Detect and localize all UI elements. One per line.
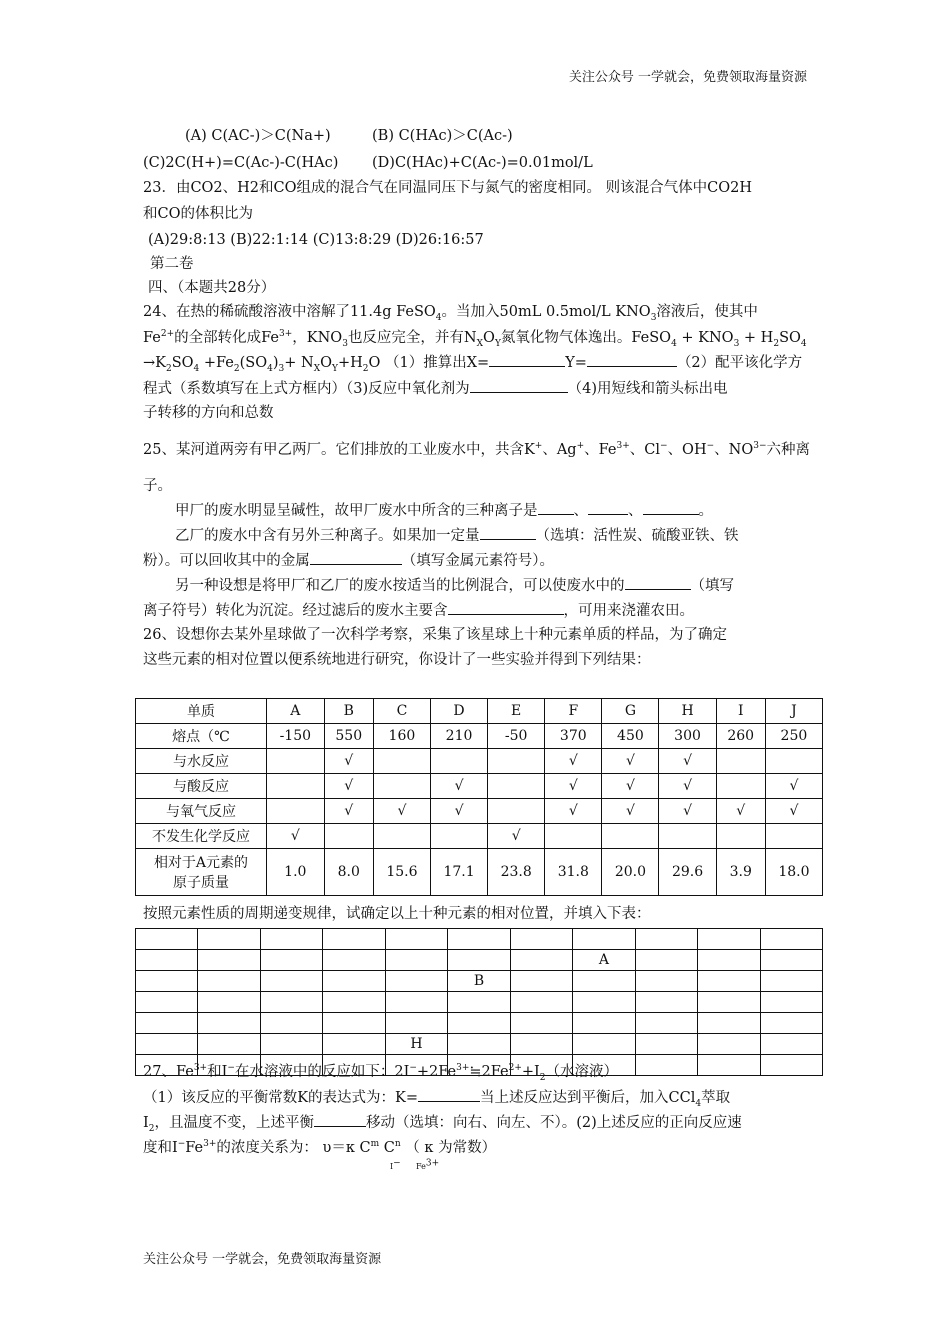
- answer-blank-ion1[interactable]: [538, 500, 574, 515]
- table1-row-no-reaction: 不发生化学反应 √ √: [136, 824, 823, 849]
- q23-line2: 和CO的体积比为: [143, 206, 253, 222]
- table1-row-atomic-mass: 相对于A元素的 原子质量 1.0 8.0 15.6 17.1 23.8 31.8 20.0 29.6 3.9 18.0: [136, 849, 823, 896]
- q22-option-b: (B) C(HAc)＞C(Ac-): [372, 128, 513, 144]
- table2-cell[interactable]: [323, 971, 385, 992]
- table2-cell[interactable]: [198, 950, 260, 971]
- q25-line7: 离子符号）转化为沉淀。经过滤后的废水主要含 ，可用来浇灌农田。: [143, 600, 694, 621]
- answer-blank-oxidant[interactable]: [470, 378, 568, 393]
- table2-cell[interactable]: [698, 1055, 760, 1076]
- table2-cell[interactable]: [198, 992, 260, 1013]
- table2-cell[interactable]: [198, 971, 260, 992]
- periodic-position-table: [135, 928, 823, 1076]
- table2-cell[interactable]: [510, 1013, 572, 1034]
- table2-cell[interactable]: [260, 992, 322, 1013]
- table2-cell[interactable]: [510, 992, 572, 1013]
- table2-cell[interactable]: [698, 971, 760, 992]
- rate-subscript-iron: $Fe^{3+}$: [416, 1158, 440, 1171]
- q25-line1: 25、某河道两旁有甲乙两厂。它们排放的工业废水中，共含K+、Ag+、$Fe^{3+}$、Cl−、OH−、$NO^{3-}$六种离: [143, 441, 811, 458]
- table2-cell[interactable]: [698, 950, 760, 971]
- table2-cell[interactable]: [510, 950, 572, 971]
- table2-cell[interactable]: [448, 1034, 511, 1055]
- table2-cell[interactable]: [385, 950, 448, 971]
- rate-subscript-iodide: I−: [390, 1158, 401, 1171]
- table2-cell[interactable]: [573, 971, 636, 992]
- table2-cell[interactable]: [760, 1013, 822, 1034]
- table2-cell[interactable]: [323, 950, 385, 971]
- q25-line6: 另一种设想是将甲厂和乙厂的废水按适当的比例混合，可以使废水中的 （填写: [175, 575, 734, 596]
- answer-blank-y[interactable]: [587, 352, 677, 367]
- answer-blank-metal[interactable]: [310, 550, 402, 565]
- answer-blank-ion2[interactable]: [588, 500, 628, 515]
- table2-cell[interactable]: [448, 950, 511, 971]
- table2-cell[interactable]: [635, 929, 697, 950]
- table2-cell[interactable]: B: [448, 971, 511, 992]
- table1-row-water: 与水反应 √ √ √ √: [136, 749, 823, 774]
- table2-cell[interactable]: [698, 992, 760, 1013]
- table2-cell[interactable]: [323, 929, 385, 950]
- table2-cell[interactable]: [136, 971, 198, 992]
- table2-cell[interactable]: [448, 929, 511, 950]
- q25-line2: 子。: [143, 478, 172, 494]
- table2-cell[interactable]: [260, 929, 322, 950]
- table2-cell[interactable]: [198, 929, 260, 950]
- table2-cell[interactable]: [573, 1034, 636, 1055]
- table2-cell[interactable]: [760, 971, 822, 992]
- table2-cell[interactable]: [698, 929, 760, 950]
- table2-cell[interactable]: [198, 1034, 260, 1055]
- table1-row-oxygen: 与氧气反应 √ √ √ √ √ √ √ √: [136, 799, 823, 824]
- table2-row: [136, 971, 823, 992]
- table2-cell[interactable]: [510, 1034, 572, 1055]
- table2-cell[interactable]: [635, 992, 697, 1013]
- q26-line1: 26、设想你去某外星球做了一次科学考察，采集了该星球上十种元素单质的样品，为了确定: [143, 627, 727, 643]
- table2-cell[interactable]: [760, 950, 822, 971]
- table2-cell[interactable]: H: [385, 1034, 448, 1055]
- table2-cell[interactable]: [136, 950, 198, 971]
- page-footer: 关注公众号 一学就会，免费领取海量资源: [143, 1252, 382, 1267]
- q23-options: (A)29:8:13 (B)22:1:14 (C)13:8:29 (D)26:16:57: [148, 232, 484, 248]
- table1-row-melting-point: 熔点（℃ -150 550 160 210 -50 370 450 300 260 250: [136, 724, 823, 749]
- q25-line4: 乙厂的废水中含有另外三种离子。如果加一定量 （选填：活性炭、硫酸亚铁、铁: [175, 525, 739, 546]
- q25-line5: 粉）。可以回收其中的金属 （填写金属元素符号）。: [143, 550, 554, 571]
- table2-cell[interactable]: A: [573, 950, 636, 971]
- table2-cell[interactable]: [760, 1055, 822, 1076]
- q24-line3: $\to K_2SO_4 +Fe_2(SO_4)_3+ N_XO_Y+H_2O$ （1）推算出X= Y= （2）配平该化学方: [143, 352, 802, 373]
- table2-row: [136, 992, 823, 1013]
- page-header: 关注公众号 一学就会，免费领取海量资源: [568, 70, 807, 85]
- table2-cell[interactable]: [510, 971, 572, 992]
- table2-cell[interactable]: [385, 929, 448, 950]
- table1-header-row: 单质 A B C D E F G H I J: [136, 699, 823, 724]
- table2-cell[interactable]: [448, 992, 511, 1013]
- q24-line4: 程式（系数填写在上式方框内）（3)反应中氧化剂为 （4)用短线和箭头标出电: [143, 378, 728, 399]
- table2-cell[interactable]: [573, 992, 636, 1013]
- table2-row: [136, 1034, 823, 1055]
- table2-cell[interactable]: [760, 929, 822, 950]
- table2-cell[interactable]: [635, 1055, 697, 1076]
- table2-cell[interactable]: [385, 971, 448, 992]
- table2-cell[interactable]: [260, 1034, 322, 1055]
- table2-cell[interactable]: [136, 992, 198, 1013]
- table2-cell[interactable]: [385, 1013, 448, 1034]
- answer-blank-ion3[interactable]: [643, 500, 699, 515]
- table2-row: [136, 929, 823, 950]
- answer-blank-x[interactable]: [489, 352, 565, 367]
- table2-cell[interactable]: [635, 1013, 697, 1034]
- table2-cell[interactable]: [573, 1013, 636, 1034]
- q26-after-table: 按照元素性质的周期递变规律，试确定以上十种元素的相对位置，并填入下表：: [143, 906, 651, 922]
- table2-cell[interactable]: [323, 1013, 385, 1034]
- table2-cell[interactable]: [635, 1034, 697, 1055]
- q24-line2: $Fe^{2+}$的全部转化成$Fe^{3+}$，$KNO_3$也反应完全，并有$N_XO_Y$氮氧化物气体逸出。FeSO$_4$ + $KNO_3 + H_2SO_4$: [143, 329, 807, 349]
- q25-line3: 甲厂的废水明显呈碱性，故甲厂废水中所含的三种离子是 、 、 。: [175, 500, 713, 521]
- table2-cell[interactable]: [136, 1034, 198, 1055]
- q26-line2: 这些元素的相对位置以便系统地进行研究，你设计了一些实验并得到下列结果：: [143, 652, 651, 668]
- table2-cell[interactable]: [260, 950, 322, 971]
- table2-cell[interactable]: [760, 1034, 822, 1055]
- q23-line1: 23．由CO2、H2和CO组成的混合气在同温同压下与氮气的密度相同。 则该混合气体中CO2H: [143, 180, 752, 196]
- table2-cell[interactable]: [136, 929, 198, 950]
- table2-cell[interactable]: [698, 1013, 760, 1034]
- table2-cell[interactable]: [323, 1034, 385, 1055]
- element-properties-table: [135, 698, 823, 896]
- table2-cell[interactable]: [698, 1034, 760, 1055]
- table2-cell[interactable]: [260, 1013, 322, 1034]
- table2-cell[interactable]: [136, 1013, 198, 1034]
- answer-blank-remaining[interactable]: [448, 600, 564, 615]
- table2-cell[interactable]: [198, 1013, 260, 1034]
- table2-cell[interactable]: [448, 1013, 511, 1034]
- answer-blank-reagent[interactable]: [480, 525, 536, 540]
- table2-cell[interactable]: [760, 992, 822, 1013]
- table2-row: [136, 1013, 823, 1034]
- q27-line3: $I_2$，且温度不变，上述平衡 移动（选填：向右、向左、不）。(2)上述反应的正向反应速: [143, 1112, 742, 1133]
- q27-line2: （1）该反应的平衡常数K的表达式为：K= 当上述反应达到平衡后，加入CCl$_4$萃取: [143, 1087, 730, 1108]
- q24-line1: 24、在热的稀硫酸溶液中溶解了11.4g FeSO$_4$。当加入50mL 0.5mol/L $KNO_3$溶液后，使其中: [143, 304, 758, 323]
- table2-cell[interactable]: [510, 929, 572, 950]
- table2-cell[interactable]: [635, 971, 697, 992]
- table2-cell[interactable]: [260, 971, 322, 992]
- q24-line5: 子转移的方向和总数: [143, 405, 274, 421]
- table2-cell[interactable]: [635, 950, 697, 971]
- answer-blank-precipitate-ions[interactable]: [625, 575, 691, 590]
- answer-blank-k[interactable]: [418, 1087, 480, 1102]
- q22-option-a: (A) C(AC-)＞C(Na+): [185, 128, 331, 144]
- section-title: 四、（本题共28分）: [148, 280, 276, 296]
- q22-option-c: (C)2C(H+)=C(Ac-)-C(HAc): [143, 155, 339, 171]
- answer-blank-shift[interactable]: [314, 1112, 366, 1127]
- q22-option-d: (D)C(HAc)+C(Ac-)=0.01mol/L: [372, 155, 593, 171]
- q27-line1: 27、$Fe^{3+}$和I−在水溶液中的反应如下：$2I^-+2Fe^{3+}≒2Fe^{2+}+I_2$（水溶液）: [143, 1063, 619, 1083]
- table2-cell[interactable]: [573, 929, 636, 950]
- table2-cell[interactable]: [385, 992, 448, 1013]
- volume-title: 第二卷: [150, 256, 194, 272]
- table1-row-acid: 与酸反应 √ √ √ √ √ √: [136, 774, 823, 799]
- table2-row: [136, 950, 823, 971]
- table2-cell[interactable]: [323, 992, 385, 1013]
- q27-line4: 度和$I^-Fe^{3+}$的浓度关系为： υ＝κ $C^m$ $C^n$ （ κ 为常数）: [143, 1139, 497, 1156]
